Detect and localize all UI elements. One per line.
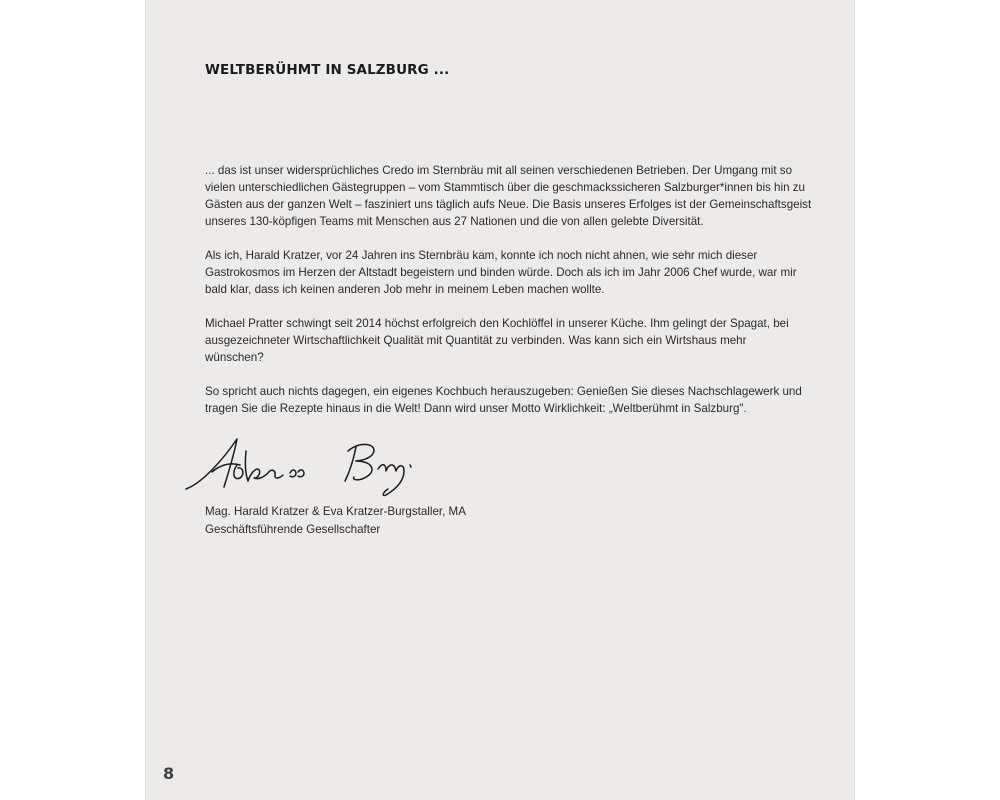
body-text	[205, 162, 812, 434]
signer-block	[205, 503, 466, 539]
signature-kratzer-stroke	[234, 465, 243, 479]
page-number: 8	[163, 764, 175, 783]
paragraph	[205, 162, 812, 230]
signature-burgstaller-stroke	[410, 465, 411, 467]
text-line: ausgezeichneter Wirtschaftlichkeit Qualität mit Quantität zu verbinden. Was kann sich ein Wirtshaus mehr	[205, 334, 747, 347]
signature-burgstaller-stroke	[378, 465, 404, 496]
paragraph	[205, 383, 805, 417]
text-line: ... das ist unser widersprüchliches Credo im Sternbräu mit all seinen verschiedenen Betrieben. Der Umgang mit so	[205, 164, 793, 177]
signatures	[182, 425, 452, 505]
text-line: unseres 130-köpfigen Teams mit Menschen aus 27 Nationen und die von allen gelebte Diversität.	[205, 215, 704, 228]
signer-names: Mag. Harald Kratzer & Eva Kratzer-Burgstaller, MA	[205, 505, 466, 518]
paragraph	[205, 315, 805, 366]
text-line: Gästen aus der ganzen Welt – fasziniert uns täglich aufs Neue. Die Basis unseres Erfolges ist der Gemeinschaftsgeist	[205, 198, 812, 211]
signature-graphic	[182, 425, 452, 505]
text-line: vielen unterschiedlichen Gästegruppen – vom Stammtisch über die geschmackssicheren Salzburger*innen bis hin zu	[205, 181, 805, 194]
signature-kratzer-stroke	[298, 470, 304, 477]
text-line: tragen Sie die Rezepte hinaus in die Welt! Dann wird unser Motto Wirklichkeit: „Weltberühmt in Salzburg".	[205, 402, 747, 415]
signature-burgstaller-stroke	[345, 447, 356, 481]
text-line: wünschen?	[205, 351, 264, 364]
text-line: So spricht auch nichts dagegen, ein eigenes Kochbuch herauszugeben: Genießen Sie dieses Nachschlagewerk und	[205, 385, 802, 398]
page-title: WELTBERÜHMT IN SALZBURG ...	[205, 62, 450, 78]
signer-role: Geschäftsführende Gesellschafter	[205, 523, 381, 536]
paragraph	[205, 247, 805, 298]
text-line: Als ich, Harald Kratzer, vor 24 Jahren ins Sternbräu kam, konnte ich noch nicht ahnen, wie sehr mich dieser	[205, 249, 758, 262]
text-line: Michael Pratter schwingt seit 2014 höchst erfolgreich den Kochlöffel in unserer Küche. Ihm gelingt der Spagat, bei	[205, 317, 789, 330]
text-line: Gastrokosmos im Herzen der Altstadt begeistern und binden würde. Doch als ich im Jahr 2006 Chef wurde, war mir	[205, 266, 797, 279]
signature-kratzer-stroke	[245, 451, 283, 481]
text-line: bald klar, dass ich keinen anderen Job mehr in meinem Leben machen wollte.	[205, 283, 605, 296]
document-page	[146, 0, 854, 800]
signature-kratzer-stroke	[290, 470, 296, 477]
